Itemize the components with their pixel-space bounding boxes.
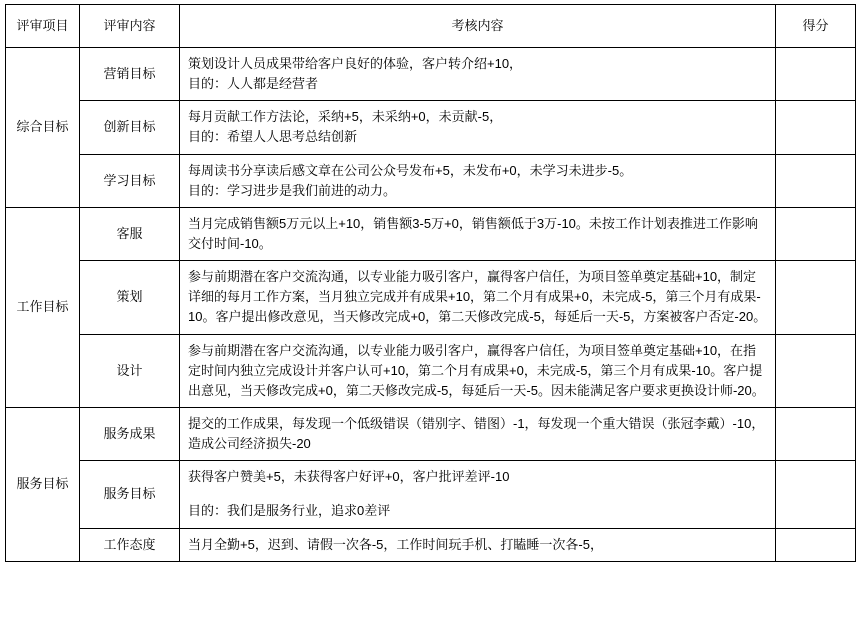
detail-line: 目的：学习进步是我们前进的动力。 — [188, 182, 397, 198]
detail-cell: 提交的工作成果，每发现一个低级错误（错别字、错图）-1，每发现一个重大错误（张冠李戴）-10，造成公司经济损失-20 — [180, 407, 776, 460]
table-row — [6, 154, 856, 207]
detail-cell: 当月完成销售额5万元以上+10，销售额3-5万+0，销售额低于3万-10。未按工作计划表推进工作影响交付时间-10。 — [180, 207, 776, 260]
group-label-service: 服务目标 — [6, 407, 80, 561]
score-cell[interactable] — [776, 261, 856, 334]
header-cell-detail: 考核内容 — [180, 5, 776, 48]
sub-item-label: 策划 — [80, 261, 180, 334]
header-cell-score: 得分 — [776, 5, 856, 48]
table-row — [6, 48, 856, 101]
detail-cell: 当月全勤+5，迟到、请假一次各-5，工作时间玩手机、打瞌睡一次各-5， — [180, 528, 776, 561]
detail-cell — [180, 101, 776, 154]
sub-item-label: 学习目标 — [80, 154, 180, 207]
header-cell-item: 评审项目 — [6, 5, 80, 48]
sub-item-label: 服务目标 — [80, 461, 180, 528]
group-label-work: 工作目标 — [6, 207, 80, 407]
score-cell[interactable] — [776, 334, 856, 407]
detail-line: 目的：人人都是经营者 — [188, 76, 319, 92]
detail-cell — [180, 461, 776, 528]
detail-cell — [180, 48, 776, 101]
table-row — [6, 101, 856, 154]
sub-item-label: 工作态度 — [80, 528, 180, 561]
score-cell[interactable] — [776, 101, 856, 154]
group-label-comprehensive: 综合目标 — [6, 48, 80, 208]
table-row — [6, 261, 856, 334]
assessment-table — [5, 4, 856, 562]
table-row — [6, 207, 856, 260]
detail-spacer — [188, 487, 767, 501]
sub-item-label: 营销目标 — [80, 48, 180, 101]
table-row — [6, 407, 856, 460]
score-cell[interactable] — [776, 528, 856, 561]
detail-line: 目的：我们是服务行业，追求0差评 — [188, 503, 391, 519]
detail-line: 策划设计人员成果带给客户良好的体验，客户转介绍+10， — [188, 56, 523, 71]
header-cell-content: 评审内容 — [80, 5, 180, 48]
score-cell[interactable] — [776, 154, 856, 207]
score-cell[interactable] — [776, 461, 856, 528]
detail-line: 每月贡献工作方法论，采纳+5，未采纳+0，未贡献-5， — [188, 109, 503, 125]
detail-cell: 参与前期潜在客户交流沟通，以专业能力吸引客户，赢得客户信任，为项目签单奠定基础+10，在指定时间内独立完成设计并客户认可+10，第二个月有成果+0，未完成-5，第三个月有成果-10。客户提出意见，当天修改完成+0，第二天修改完成-5，每延后一天-5。因未能满足客户要求更换设计师-20。 — [180, 334, 776, 407]
detail-line: 获得客户赞美+5，未获得客户好评+0，客户批评差评-10 — [188, 469, 510, 485]
detail-cell: 参与前期潜在客户交流沟通，以专业能力吸引客户，赢得客户信任，为项目签单奠定基础+10，制定详细的每月工作方案，当月独立完成并有成果+10，第二个月有成果+0，未完成-5，第三个月有成果-10。客户提出修改意见，当天修改完成+0，第二天修改完成-5，每延后一天-5，方案被客户否定-20。 — [180, 261, 776, 334]
table-row — [6, 461, 856, 528]
detail-line: 目的：希望人人思考总结创新 — [188, 129, 358, 145]
table-row — [6, 528, 856, 561]
detail-cell — [180, 154, 776, 207]
table-row — [6, 334, 856, 407]
sub-item-label: 创新目标 — [80, 101, 180, 154]
detail-line: 每周读书分享读后感文章在公司公众号发布+5，未发布+0，未学习未进步-5。 — [188, 162, 633, 178]
score-cell[interactable] — [776, 207, 856, 260]
sub-item-label: 客服 — [80, 207, 180, 260]
sub-item-label: 设计 — [80, 334, 180, 407]
score-cell[interactable] — [776, 48, 856, 101]
table-header-row — [6, 5, 856, 48]
sub-item-label: 服务成果 — [80, 407, 180, 460]
score-cell[interactable] — [776, 407, 856, 460]
